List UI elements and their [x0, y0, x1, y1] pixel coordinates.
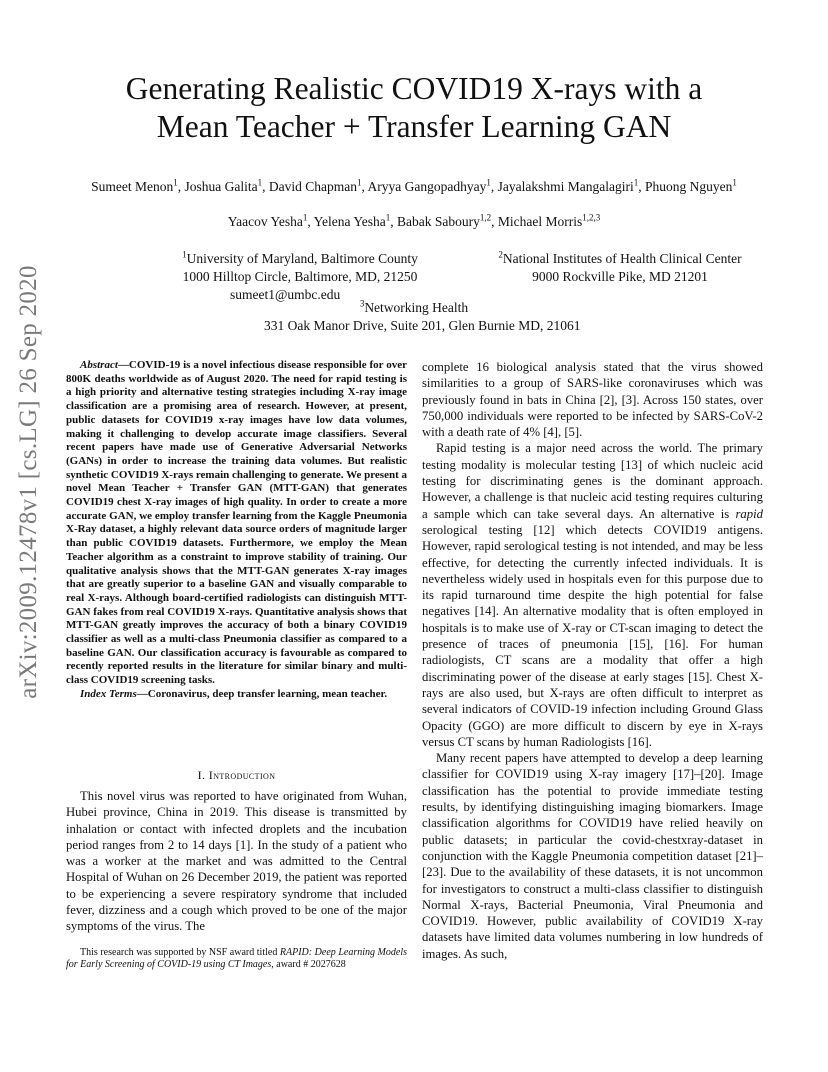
author: David Chapman$^1$,: [268, 177, 368, 194]
arxiv-side-stamp: [6, 265, 52, 699]
title-line-2: Mean Teacher + Transfer Learning GAN: [156, 109, 672, 144]
affiliation-address: 1000 Hilltop Circle, Baltimore, MD, 21250: [182, 269, 418, 284]
funding-footnote: This research was supported by NSF award titled RAPID: Deep Learning Models for Early Screening of COVID-19 using CT Images, award # 2027628: [66, 947, 407, 971]
intro-paragraph: This novel virus was reported to have originated from Wuhan, Hubei province, China in 2019. This disease is transmitted by inhalation or contact with infected droplets and the incubation period ranges from 2 to 14 days [1]. In the study of a patient who was a worker at the market and was admitted to the Central Hospital of Wuhan on 26 December 2019, the patient was reported to be experiencing a severe respiratory syndrome that included fever, dizziness and a cough which proved to be one of the major symptoms of the virus. The: [66, 789, 407, 934]
title-line-1: Generating Realistic COVID19 X-rays with a: [125, 71, 703, 106]
author: Sumeet Menon$^1$,: [91, 177, 185, 194]
affiliation-name: University of Maryland, Baltimore County: [186, 251, 418, 266]
author: Michael Morris$^{1,2,3}$: [497, 212, 601, 229]
affiliation-name: National Institutes of Health Clinical Center: [502, 251, 742, 266]
abstract: Abstract—COVID-19 is a novel infectious disease responsible for over 800K deaths worldwide as of August 2020. The need for rapid testing is a high priority and alternative testing strategies including X-ray image classification are a promising area of research. However, at present, public datasets for COVID19 x-ray images have low data volumes, making it challenging to develop accurate image classifiers. Several recent papers have made use of Generative Adversarial Networks (GANs) in order to increase the training data volumes. But realistic synthetic COVID19 X-rays remain challenging to generate. We present a novel Mean Teacher + Transfer GAN (MTT-GAN) that generates COVID19 chest X-ray images of high quality. In order to create a more accurate GAN, we employ transfer learning from the Kaggle Pneumonia X-Ray dataset, a highly relevant data source orders of magnitude larger than public COVID19 datasets. Furthermore, we employ the Mean Teacher algorithm as a constraint to improve stability of training. Our qualitative analysis shows that the MTT-GAN generates X-ray images that are greatly superior to a baseline GAN and visually comparable to real X-rays. Although board-certified radiologists can distinguish MTT-GAN fakes from real COVID19 X-rays. Quantitative analysis shows that MTT-GAN greatly improves the accuracy of both a binary COVID19 classifier as well as a multi-class Pneumonia classifier as compared to a baseline GAN. Our classification accuracy is favourable as compared to recently reported results in the literature for similar binary and multi-class COVID19 screening tasks. Index Terms—Coronavirus, deep transfer learning, mean teacher.: [66, 359, 407, 700]
affiliation-address: 331 Oak Manor Drive, Suite 201, Glen Burnie MD, 21061: [264, 318, 581, 333]
index-terms-label: Index Terms: [80, 687, 137, 700]
intro-left-column: [66, 788, 407, 935]
affiliation-1: $^1$University of Maryland, Baltimore County 1000 Hilltop Circle, Baltimore, MD, 21250 sumeet1@umbc.edu: [160, 250, 440, 304]
body-paragraph: Rapid testing is a major need across the world. The primary testing modality is molecular testing [13] of which nucleic acid testing for discriminating genes is the dominant approach. However, a challenge is that nucleic acid testing requires culturing a sample which can take several days. An alternative is rapid serological testing [12] which detects COVID19 antigens. However, rapid serological testing is not intended, and may be less effective, for detecting the currently infected individuals. It is nevertheless widely used in hospitals even for this purpose due to its rapid turnaround time despite the high potential for false negatives [14]. An alternative modality that is often employed in hospitals is to make use of X-ray or CT-scan imaging to detect the presence of traces of pneumonia [15], [16]. For human radiologists, CT scans are a modality that offer a high discriminating power of the disease at early stages [15]. Chest X-rays are also used, but X-rays are often difficult to interpret as several indicators of COVID-19 infection including Ground Glass Opacity (GGO) are more difficult to discern by eye in X-rays versus CT scans by human Radiologists [16].: [422, 441, 763, 749]
affiliation-name: Networking Health: [364, 300, 469, 315]
author: Joshua Galita$^1$,: [184, 177, 269, 194]
section-heading-introduction: I. Introduction: [197, 768, 276, 782]
index-terms-text: Coronavirus, deep transfer learning, mean teacher.: [147, 687, 388, 700]
arxiv-identifier[interactable]: arXiv:2009.12478v1 [cs.LG] 26 Sep 2020: [15, 265, 43, 699]
author: Yelena Yesha$^1$,: [313, 212, 398, 229]
paper-title: [60, 70, 768, 146]
abstract-text: COVID-19 is a novel infectious disease responsible for over 800K deaths worldwide as of August 2020. The need for rapid testing is a high priority and alternative testing strategies including X-ray image classification are a promising area of research. However, at present, public datasets for COVID19 x-ray images have low data volumes, making it challenging to develop accurate image classifiers. Several recent papers have made use of Generative Adversarial Networks (GANs) in order to increase the training data volumes. But realistic synthetic COVID19 X-rays remain challenging to generate. We present a novel Mean Teacher + Transfer GAN (MTT-GAN) that generates COVID19 chest X-ray images of high quality. In order to create a more accurate GAN, we employ transfer learning from the Kaggle Pneumonia X-Ray dataset, a highly relevant data source orders of magnitude larger than public COVID19 datasets. Furthermore, we employ the Mean Teacher algorithm as a constraint to improve stability of training. Our qualitative analysis shows that the MTT-GAN generates X-ray images that are greatly superior to a baseline GAN and visually comparable to real X-rays. Although board-certified radiologists can distinguish MTT-GAN fakes from real COVID19 X-rays. Quantitative analysis shows that MTT-GAN greatly improves the accuracy of both a binary COVID19 classifier as well as a multi-class Pneumonia classifier as compared to a baseline GAN. Our classification accuracy is favourable as compared to recently reported results in the literature for similar binary and multi-class COVID19 screening tasks.: [66, 359, 407, 687]
right-column: [422, 359, 763, 962]
author: Jayalakshmi Mangalagiri$^1$,: [497, 177, 645, 194]
abstract-label: Abstract: [80, 359, 118, 371]
author-email[interactable]: sumeet1@umbc.edu: [230, 287, 341, 302]
author: Yaacov Yesha$^1$,: [227, 212, 314, 229]
index-terms: Index Terms—Coronavirus, deep transfer learning, mean teacher.: [80, 687, 388, 700]
affiliation-address: 9000 Rockville Pike, MD 21201: [532, 269, 708, 284]
author: Aryya Gangopadhyay$^1$,: [367, 177, 498, 194]
affiliation-3: $^3$Networking Health 331 Oak Manor Drive, Suite 201, Glen Burnie MD, 21061: [264, 298, 581, 333]
award-title: RAPID: Deep Learning Models for Early Screening of COVID-19 using CT Images: [66, 947, 407, 971]
author-line-2: [40, 214, 788, 230]
author: Phuong Nguyen$^1$: [644, 177, 737, 194]
body-paragraph: complete 16 biological analysis stated that the virus showed similarities to a group of SARS-like coronaviruses which was previously found in bats in China [2], [3]. Across 150 states, over 750,000 individuals were reported to be infected by SARS-CoV-2 with a death rate of 4% [4], [5].: [422, 360, 763, 440]
affiliation-2: $^2$National Institutes of Health Clinical Center 9000 Rockville Pike, MD 21201: [470, 250, 770, 286]
body-paragraph: Many recent papers have attempted to develop a deep learning classifier for COVID19 using X-ray imagery [17]–[20]. Image classification has the potential to provide immediate testing results, by identifying distinguishing imaging biomarkers. Image classification algorithms for COVID19 have relied heavily on public datasets; in particular the covid-chestxray-dataset in conjunction with the Kaggle Pneumonia competition dataset [21]–[23]. Due to the availability of these datasets, it is not uncommon for investigators to construct a multi-class classifier to distinguish Normal X-rays, Bacterial Pneumonia, Viral Pneumonia and COVID19. However, public availability of COVID19 X-ray datasets have limited data volumes numbering in low hundreds of images. As such,: [422, 751, 763, 961]
author: Babak Saboury$^{1,2}$,: [397, 212, 498, 229]
author-line-1: [40, 179, 788, 195]
